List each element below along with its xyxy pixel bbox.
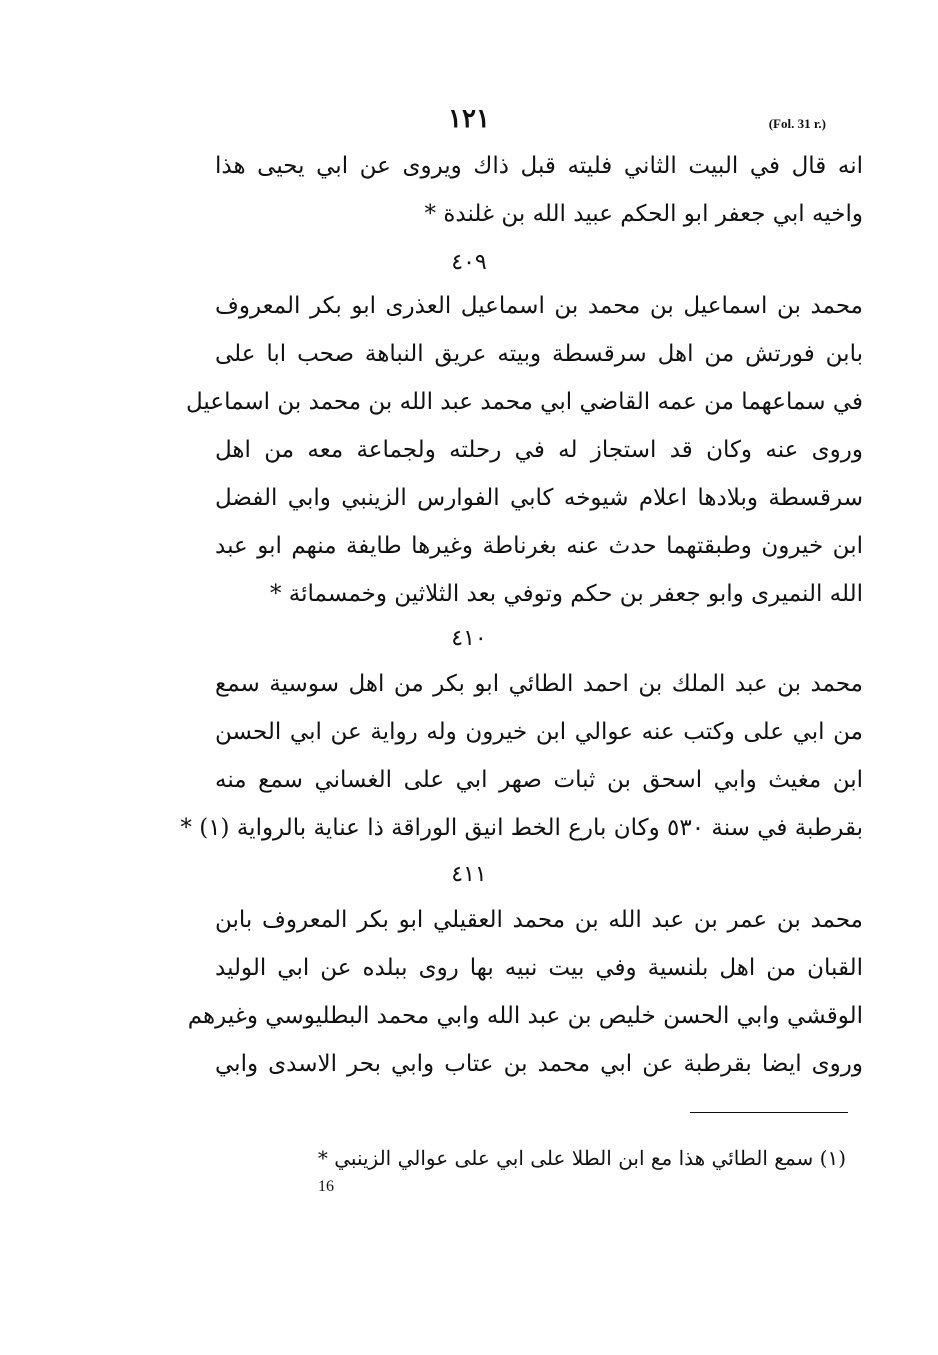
text-line: ابن خيرون وطبقتهما حدث عنه بغرناطة وغيرها طايفة منهم ابو عبد	[215, 533, 863, 559]
entry-number: ٤١٠	[451, 626, 487, 651]
entry-paragraph	[185, 286, 863, 626]
text-line: واخيه ابي جعفر ابو الحكم عبيد الله بن غلندة *	[424, 201, 863, 227]
text-line: ابن مغيث وابي اسحق بن ثبات صهر ابي على الغساني سمع منه	[215, 767, 863, 793]
text-line: القبان من اهل بلنسية وفي بيت نبيه بها روى ببلده عن ابي الوليد	[215, 955, 863, 981]
footnote-divider	[690, 1112, 848, 1113]
text-line: في سماعهما من عمه القاضي ابي محمد عبد الله بن محمد بن اسماعيل	[185, 389, 863, 415]
text-line: سرقسطة وبلادها اعلام شيوخه كابي الفوارس الزينبي وابي الفضل	[215, 485, 863, 511]
footnote: (١) سمع الطائي هذا مع ابن الطلا على ابي على عوالي الزينبي *	[317, 1146, 846, 1170]
entry-paragraph	[187, 900, 863, 1100]
text-line: بقرطبة في سنة ٥٣٠ وكان بارع الخط انيق الوراقة ذا عناية بالرواية (١) *	[180, 815, 863, 841]
text-line: محمد بن عبد الملك بن احمد الطائي ابو بكر من اهل سوسية سمع	[215, 671, 863, 697]
text-line: وروى عنه وكان قد استجاز له في رحلته ولجماعة معه من اهل	[215, 437, 863, 463]
text-line: انه قال في البيت الثاني فليته قبل ذاك ويروى عن ابي يحيى هذا	[215, 153, 863, 179]
text-line: بابن فورتش من اهل سرقسطة وبيته عريق النباهة صحب ابا على	[215, 341, 863, 367]
entry-number: ٤١١	[451, 862, 487, 887]
folio-reference: (Fol. 31 r.)	[768, 116, 826, 131]
text-line: الوقشي وابي الحسن خليص بن عبد الله وابي محمد البطليوسي وغيرهم	[187, 1003, 863, 1029]
entry-paragraph	[180, 664, 863, 864]
text-line: وروى ايضا بقرطبة عن ابي محمد بن عتاب وابي بحر الاسدى وابي	[215, 1051, 863, 1077]
intro-paragraph	[215, 146, 863, 236]
signature-mark: 16	[318, 1178, 334, 1195]
entry-number: ٤٠٩	[451, 250, 487, 275]
text-line: من ابي على وكتب عنه عوالي ابن خيرون وله رواية عن ابي الحسن	[215, 719, 863, 745]
text-line: محمد بن اسماعيل بن محمد بن اسماعيل العذرى ابو بكر المعروف	[215, 293, 863, 319]
page-number: ١٢١	[448, 104, 490, 134]
text-line: محمد بن عمر بن عبد الله بن محمد العقيلي ابو بكر المعروف بابن	[215, 907, 863, 933]
text-line: الله النميرى وابو جعفر بن حكم وتوفي بعد الثلاثين وخمسمائة *	[270, 581, 863, 607]
